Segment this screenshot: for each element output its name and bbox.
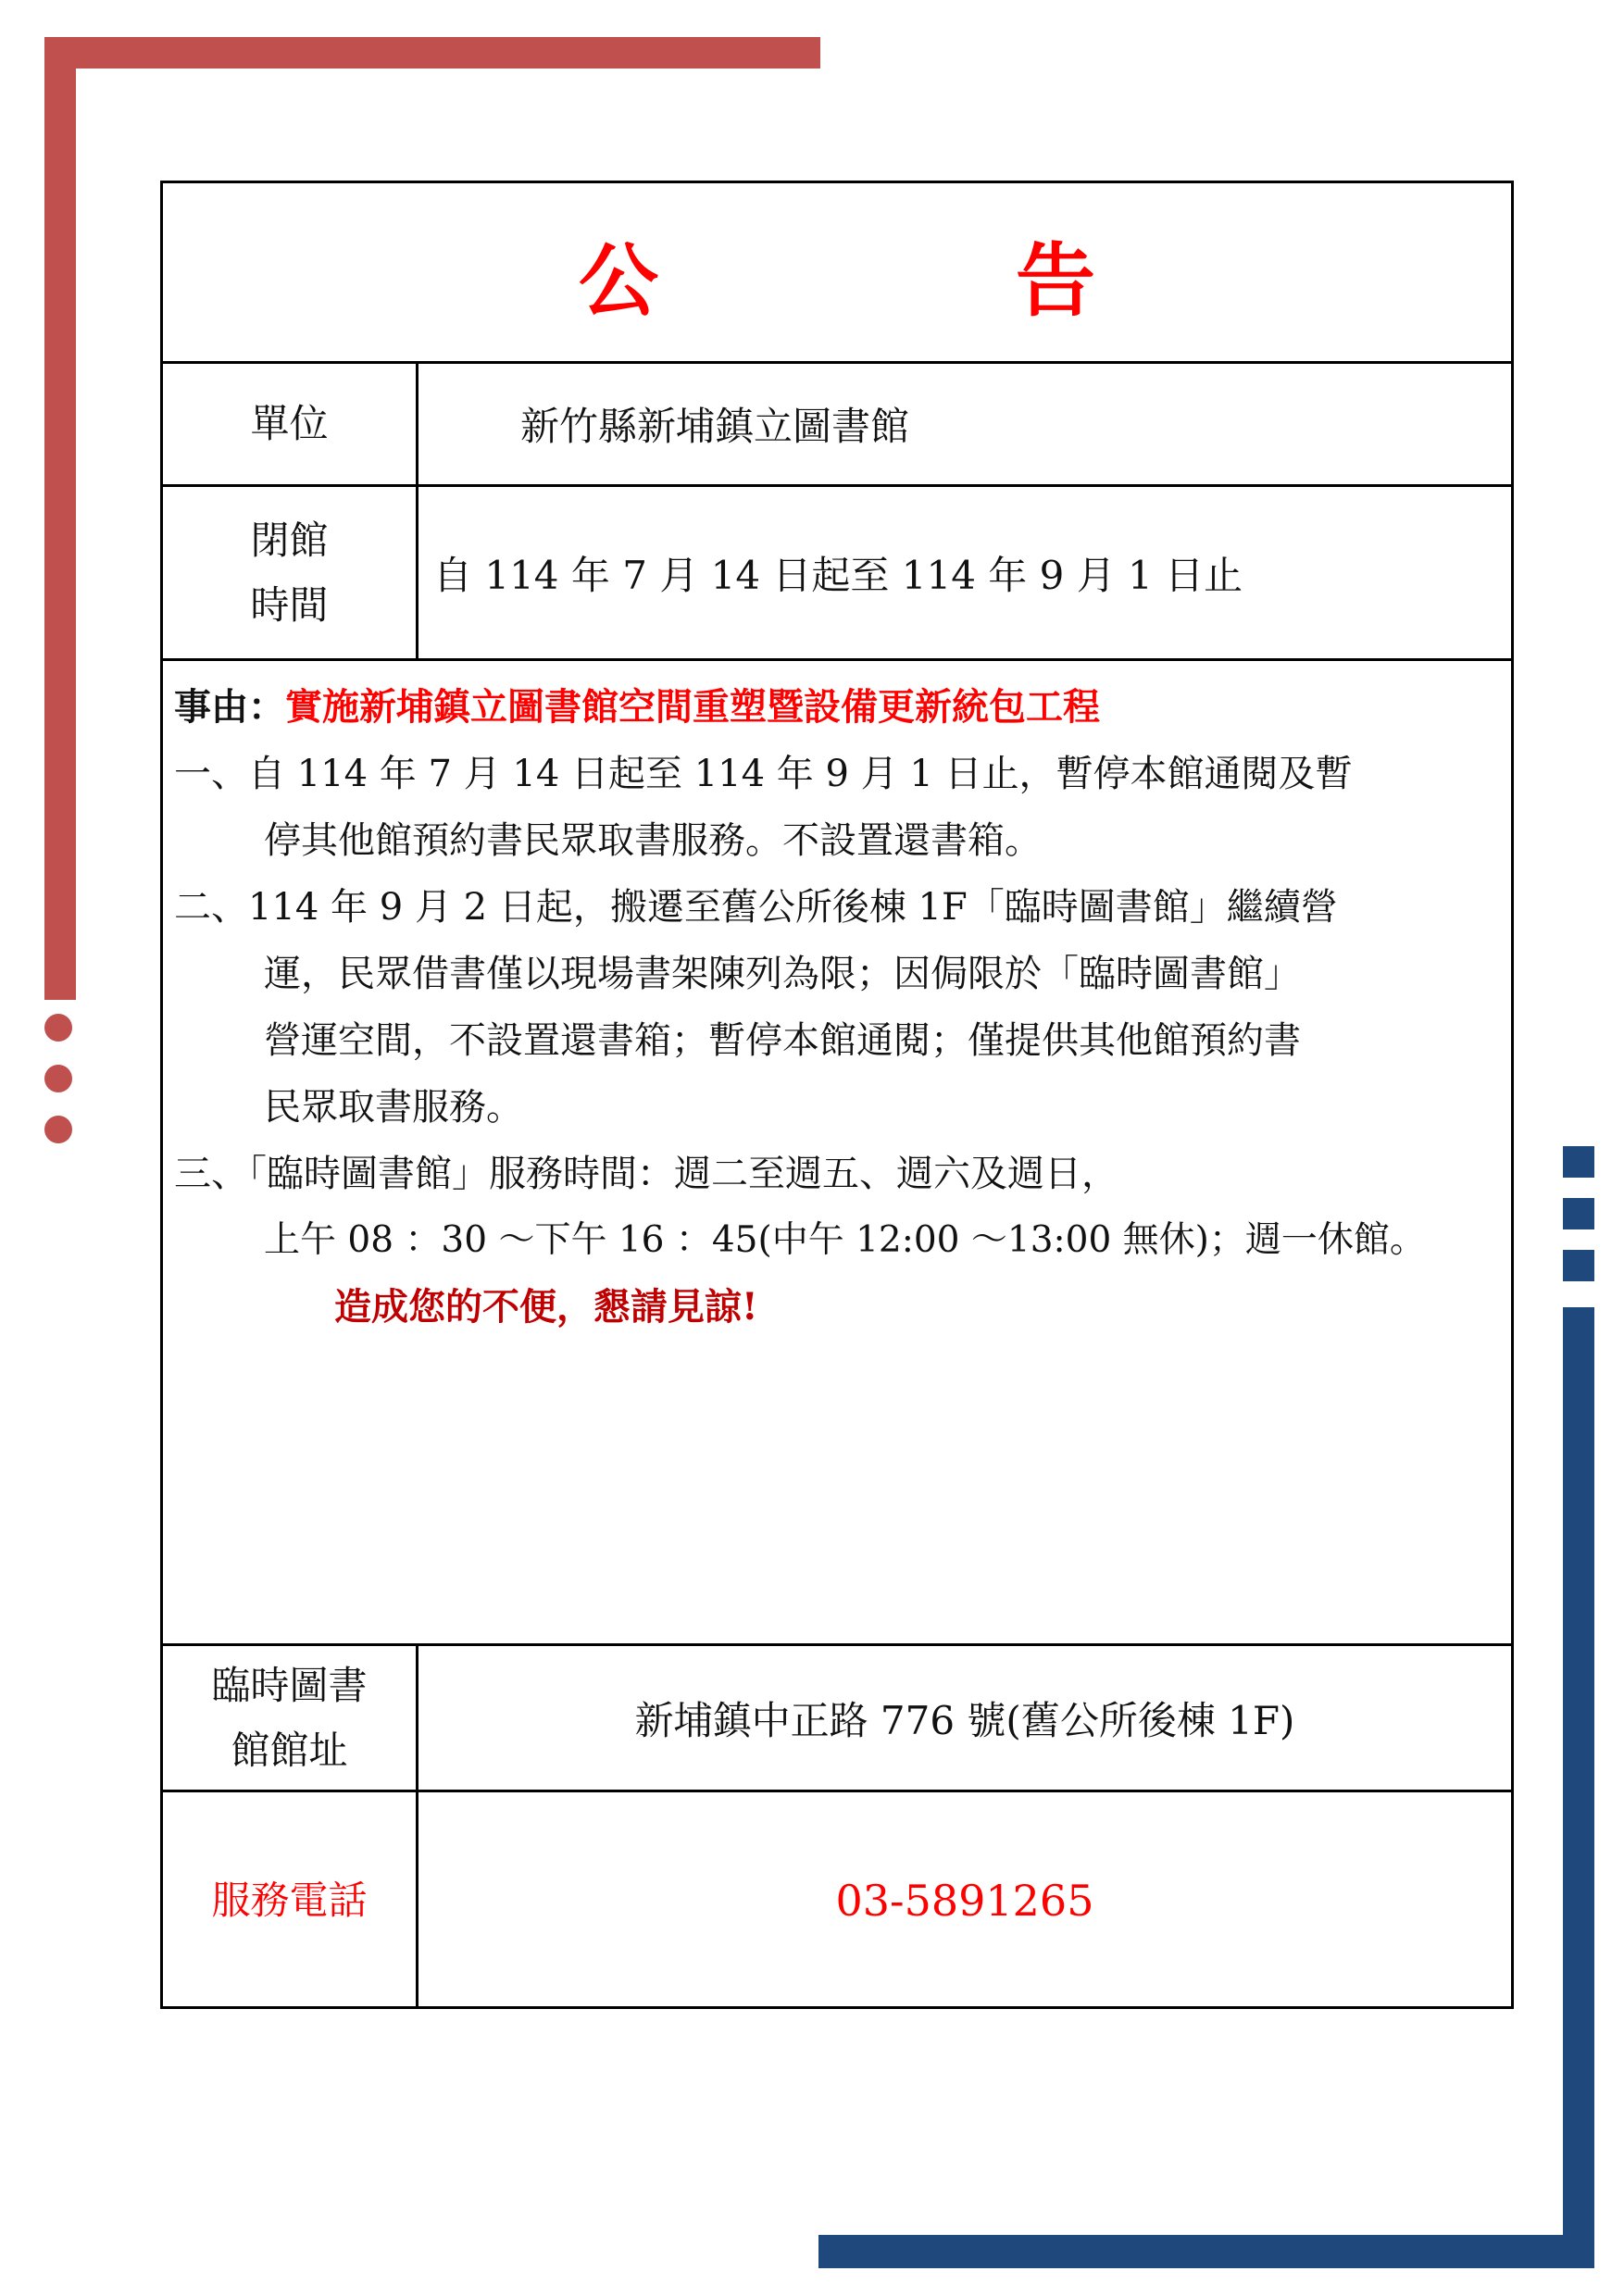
phone-number: 03-5891265 [835, 1876, 1094, 1926]
temp-address-label-line2: 館館址 [231, 1727, 348, 1773]
notice-title: 公 告 [579, 233, 1234, 328]
decorative-left-bar [44, 37, 76, 1000]
decorative-dot [44, 1014, 72, 1042]
apology-text: 造成您的不便，懇請見諒! [334, 1285, 758, 1329]
decorative-square [1563, 1250, 1594, 1281]
decorative-top-bar [44, 37, 820, 69]
temp-address-value-text: 新埔鎮中正路 776 號(舊公所後棟 1F) [634, 1697, 1295, 1743]
closure-value [418, 487, 1511, 658]
item-3-line-1: 三、「臨時圖書館」服務時間：週二至週五、週六及週日， [174, 1153, 1118, 1195]
reason-line [174, 674, 1511, 741]
notice-table [160, 181, 1514, 2009]
unit-label-text: 單位 [250, 401, 329, 446]
decorative-square [1563, 1198, 1594, 1229]
closure-label-line1: 閉館 [250, 517, 329, 563]
item-1-line-2: 停其他館預約書民眾取書服務。不設置還書箱。 [264, 819, 1042, 862]
reason-text: 實施新埔鎮立圖書館空間重塑暨設備更新統包工程 [285, 685, 1100, 729]
row-divider [163, 658, 1511, 661]
decorative-dot [44, 1116, 72, 1143]
notice-body [174, 674, 1511, 1341]
item-2-line-3: 營運空間，不設置還書箱；暫停本館通閱；僅提供其他館預約書 [264, 1019, 1301, 1062]
item-1-line-1: 一、自 114 年 7 月 14 日起至 114 年 9 月 1 日止，暫停本館通閱及暫 [174, 753, 1353, 795]
item-2-line-4: 民眾取書服務。 [264, 1086, 523, 1129]
unit-label [163, 364, 416, 484]
closure-label [163, 487, 416, 658]
unit-value-text: 新竹縣新埔鎮立圖書館 [520, 404, 910, 449]
reason-label: 事由： [174, 685, 285, 729]
temp-address-label-line1: 臨時圖書 [211, 1662, 368, 1708]
decorative-square [1563, 1146, 1594, 1178]
decorative-right-bar [1563, 1307, 1594, 2268]
phone-value [418, 1792, 1511, 2009]
temp-address-value [418, 1646, 1511, 1790]
item-3-line-2: 上午 08 ：30 ～下午 16 ：45(中午 12:00 ～13:00 無休)；週一休館。 [264, 1219, 1426, 1261]
phone-label-text: 服務電話 [211, 1878, 368, 1923]
unit-value [418, 364, 1511, 484]
phone-label [163, 1792, 416, 2009]
decorative-bottom-bar [818, 2235, 1594, 2268]
item-2-line-1: 二、114 年 9 月 2 日起，搬遷至舊公所後棟 1F「臨時圖書館」繼續營 [174, 886, 1338, 929]
closure-value-text: 自 114 年 7 月 14 日起至 114 年 9 月 1 日止 [433, 552, 1243, 598]
temp-address-label [163, 1646, 416, 1790]
closure-label-line2: 時間 [250, 581, 329, 628]
decorative-dot [44, 1065, 72, 1092]
item-2-line-2: 運，民眾借書僅以現場書架陳列為限；因侷限於「臨時圖書館」 [264, 953, 1301, 995]
